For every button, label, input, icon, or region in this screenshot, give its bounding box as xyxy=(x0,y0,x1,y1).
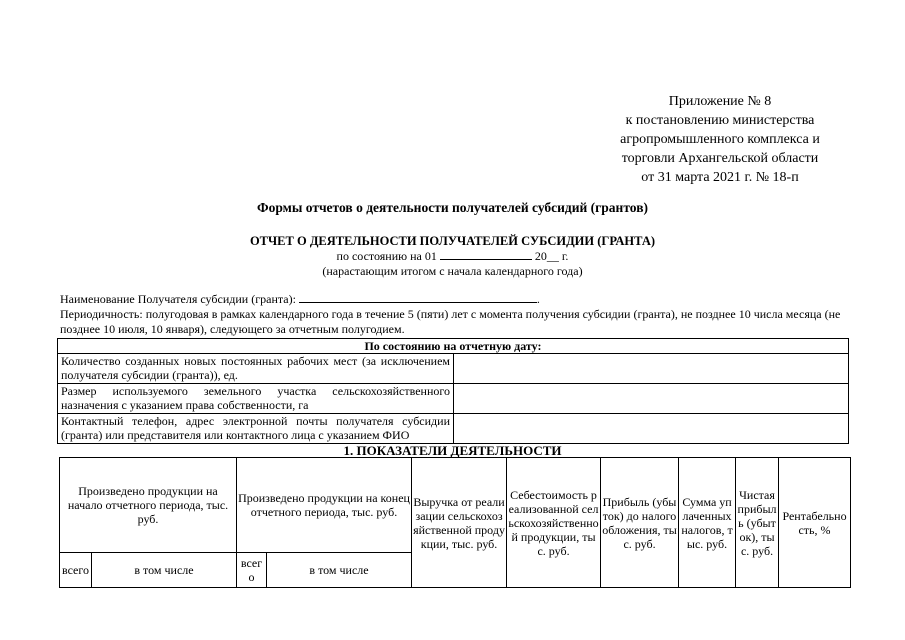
appendix-line: торговли Архангельской области xyxy=(621,151,819,166)
periodicity-text: Периодичность: полугодовая в рамках календарного года в течение 5 (пяти) лет с момента получения субсидии (гранта), не позднее 10 числа месяца (не позднее 10 июля, 10 января), следующего за отчетным полугодием. xyxy=(60,307,841,336)
col-profit-before-tax: Прибыль (убыток) до налогообложения, тыс. руб. xyxy=(601,458,679,588)
main-title: Формы отчетов о деятельности получателей субсидий (грантов) xyxy=(256,200,648,215)
appendix-line: Приложение № 8 xyxy=(668,94,772,109)
col-production-end: Произведено продукции на конец отчетного периода, тыс. руб. xyxy=(237,458,412,553)
date-month-blank xyxy=(440,249,532,260)
report-title: ОТЧЕТ О ДЕЯТЕЛЬНОСТИ ПОЛУЧАТЕЛЕЙ СУБСИДИИ (ГРАНТА) xyxy=(249,234,656,248)
report-date-line xyxy=(0,249,905,264)
col-taxes-paid: Сумма уплаченных налогов, тыс. руб. xyxy=(679,458,736,588)
appendix-line: от 31 марта 2021 г. № 18-п xyxy=(641,170,799,185)
status-row-label: Размер используемого земельного участка сельскохозяйственного назначения с указанием права собственности, га xyxy=(58,384,454,414)
status-row-label: Контактный телефон, адрес электронной почты получателя субсидии (гранта) или представителя или контактного лица с указанием ФИО xyxy=(58,414,454,444)
col-profitability: Рентабельность, % xyxy=(779,458,851,588)
col-revenue: Выручка от реализации сельскохозяйственной продукции, тыс. руб. xyxy=(412,458,507,588)
appendix-line: агропромышленного комплекса и xyxy=(620,132,820,147)
col-net-profit: Чистая прибыль (убыток), тыс. руб. xyxy=(736,458,779,588)
appendix-block xyxy=(600,92,840,187)
report-date-year: 20__ г. xyxy=(534,249,569,263)
subcol-including: в том числе xyxy=(267,553,412,588)
col-production-start: Произведено продукции на начало отчетного периода, тыс. руб. xyxy=(60,458,237,553)
status-table-header: По состоянию на отчетную дату: xyxy=(58,339,849,354)
col-cost: Себестоимость реализованной сельскохозяйственной продукции, тыс. руб. xyxy=(507,458,601,588)
report-note: (нарастающим итогом с начала календарного года) xyxy=(322,264,583,278)
report-date-prefix: по состоянию на 01 xyxy=(336,249,437,263)
subcol-including: в том числе xyxy=(92,553,237,588)
report-header xyxy=(0,234,905,279)
subcol-total: всего xyxy=(60,553,92,588)
status-row-value xyxy=(454,414,849,444)
recipient-label: Наименование Получателя субсидии (гранта): xyxy=(60,292,296,306)
recipient-blank xyxy=(299,292,537,303)
status-row-label: Количество созданных новых постоянных рабочих мест (за исключением получателя субсидии (гранта)), ед. xyxy=(58,354,454,384)
section-title: 1. ПОКАЗАТЕЛИ ДЕЯТЕЛЬНОСТИ xyxy=(343,443,562,458)
recipient-end: . xyxy=(536,292,540,306)
appendix-line: к постановлению министерства xyxy=(625,113,815,128)
subcol-total: всего xyxy=(237,553,267,588)
status-table xyxy=(57,338,849,444)
status-row-value xyxy=(454,384,849,414)
indicators-table xyxy=(59,457,851,588)
status-row-value xyxy=(454,354,849,384)
recipient-line xyxy=(60,292,860,307)
